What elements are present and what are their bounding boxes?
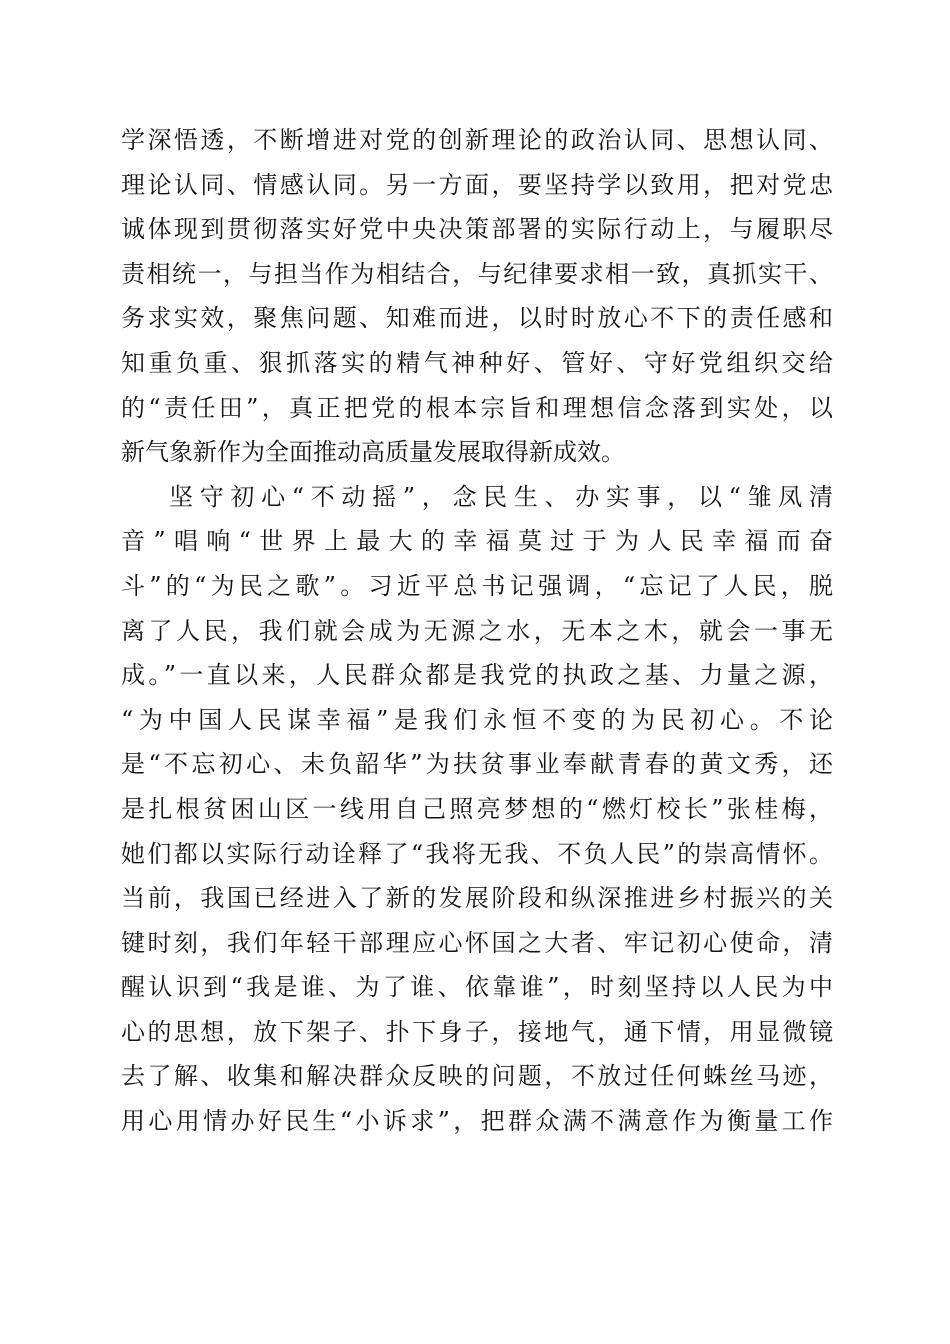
- text-line: 学深悟透，不断增进对党的创新理论的政治认同、思想认同、: [121, 126, 833, 154]
- text-line: 去了解、收集和解决群众反映的问题，不放过任何蛛丝马迹，: [121, 1062, 833, 1091]
- text-line: 当前，我国已经进入了新的发展阶段和纵深推进乡村振兴的关: [121, 884, 833, 913]
- text-line: 音”唱响“世界上最大的幸福莫过于为人民幸福而奋: [121, 527, 833, 556]
- text-line: 是“不忘初心、未负韶华”为扶贫事业奉献青春的黄文秀，还: [121, 750, 833, 779]
- text-line: 心的思想，放下架子、扑下身子，接地气，通下情，用显微镜: [121, 1017, 833, 1046]
- text-line: 是扎根贫困山区一线用自己照亮梦想的“燃灯校长”张桂梅，: [121, 794, 833, 823]
- text-line: 斗”的“为民之歌”。习近平总书记强调，“忘记了人民，脱: [121, 571, 833, 600]
- paragraph-1: [121, 118, 833, 475]
- text-line: 知重负重、狠抓落实的精气神种好、管好、守好党组织交给: [121, 348, 833, 377]
- text-line: 她们都以实际行动诠释了“我将无我、不负人民”的崇高情怀。: [121, 839, 833, 868]
- text-line: 务求实效，聚焦问题、知难而进，以时时放心不下的责任感和: [121, 304, 833, 333]
- text-line: 的“责任田”，真正把党的根本宗旨和理想信念落到实处，以: [121, 393, 833, 422]
- text-line: 诚体现到贯彻落实好党中央决策部署的实际行动上，与履职尽: [121, 215, 833, 244]
- text-line: 坚守初心“不动摇”，念民生、办实事，以“雏凤清: [169, 482, 833, 511]
- text-line: 责相统一，与担当作为相结合，与纪律要求相一致，真抓实干、: [121, 259, 833, 288]
- text-line: 新气象新作为全面推动高质量发展取得新成效。: [121, 438, 625, 467]
- body-text: [121, 118, 833, 1144]
- text-line: 离了人民，我们就会成为无源之水，无本之木，就会一事无: [121, 616, 833, 645]
- text-line: 醒认识到“我是谁、为了谁、依靠谁”，时刻坚持以人民为中: [121, 973, 833, 1002]
- paragraph-2: [121, 475, 833, 1144]
- text-line: 成。”一直以来，人民群众都是我党的执政之基、力量之源，: [121, 661, 833, 690]
- text-line: 理论认同、情感认同。另一方面，要坚持学以致用，把对党忠: [121, 170, 833, 199]
- text-line: “为中国人民谋幸福”是我们永恒不变的为民初心。不论: [121, 705, 833, 734]
- text-line: 用心用情办好民生“小诉求”，把群众满不满意作为衡量工作: [121, 1107, 833, 1136]
- text-line: 键时刻，我们年轻干部理应心怀国之大者、牢记初心使命，清: [121, 928, 833, 957]
